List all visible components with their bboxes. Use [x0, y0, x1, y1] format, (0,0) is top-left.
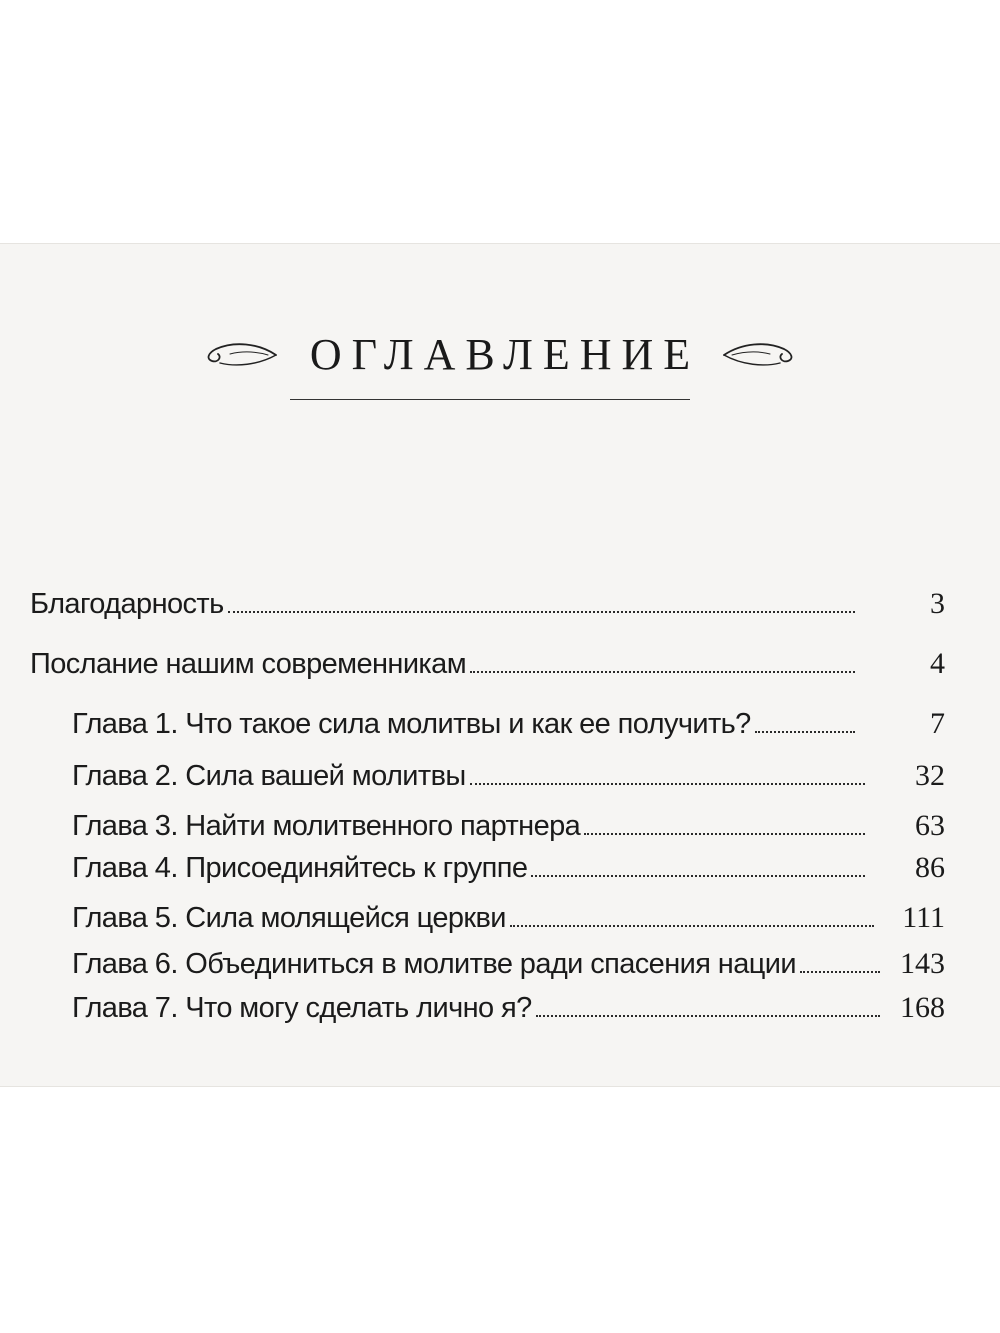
toc-heading [0, 330, 1000, 380]
toc-entry-label: Глава 6. Объединиться в молитве ради спасения нации [72, 948, 796, 980]
dot-leader [470, 671, 855, 673]
toc-entry-label: Глава 7. Что могу сделать лично я? [72, 992, 532, 1024]
toc-entry-label: Глава 5. Сила молящейся церкви [72, 902, 506, 934]
title-underline [290, 399, 690, 400]
toc-entry-chapter-4[interactable] [72, 842, 945, 886]
toc-entry-chapter-2[interactable] [72, 750, 945, 794]
dot-leader [755, 731, 855, 733]
toc-entry-page: 4 [930, 647, 945, 680]
toc-entry-label: Глава 1. Что такое сила молитвы и как ее получить? [72, 708, 751, 740]
toc-entry-page: 111 [902, 901, 945, 934]
dot-leader [536, 1015, 880, 1017]
toc-entry-message[interactable] [30, 638, 945, 682]
toc-entry-chapter-6[interactable] [72, 938, 945, 982]
toc-title: ОГЛАВЛЕНИЕ [309, 330, 701, 379]
flourish-right-icon [722, 339, 802, 371]
toc-entry-acknowledgements[interactable] [30, 578, 945, 622]
toc-entry-chapter-5[interactable] [72, 892, 945, 936]
dot-leader [800, 971, 880, 973]
toc-entry-label: Благодарность [30, 588, 224, 620]
toc-entry-label: Глава 3. Найти молитвенного партнера [72, 810, 581, 842]
toc-entry-page: 7 [930, 707, 945, 740]
dot-leader [531, 875, 865, 877]
dot-leader [228, 611, 855, 613]
toc-entry-label: Глава 4. Присоединяйтесь к группе [72, 852, 528, 884]
toc-entry-chapter-1[interactable] [72, 698, 945, 742]
toc-entry-page: 86 [915, 851, 945, 884]
dot-leader [584, 833, 865, 835]
toc-entry-page: 143 [900, 947, 945, 980]
toc-entry-label: Глава 2. Сила вашей молитвы [72, 760, 466, 792]
toc-entry-page: 32 [915, 759, 945, 792]
toc-entry-page: 3 [930, 587, 945, 620]
dot-leader [510, 925, 874, 927]
toc-entry-chapter-3[interactable] [72, 800, 945, 844]
toc-entry-page: 63 [915, 809, 945, 842]
toc-entry-chapter-7[interactable] [72, 982, 945, 1026]
flourish-left-icon [198, 339, 278, 371]
toc-entry-label: Послание нашим современникам [30, 648, 467, 680]
dot-leader [470, 783, 865, 785]
toc-entry-page: 168 [900, 991, 945, 1024]
